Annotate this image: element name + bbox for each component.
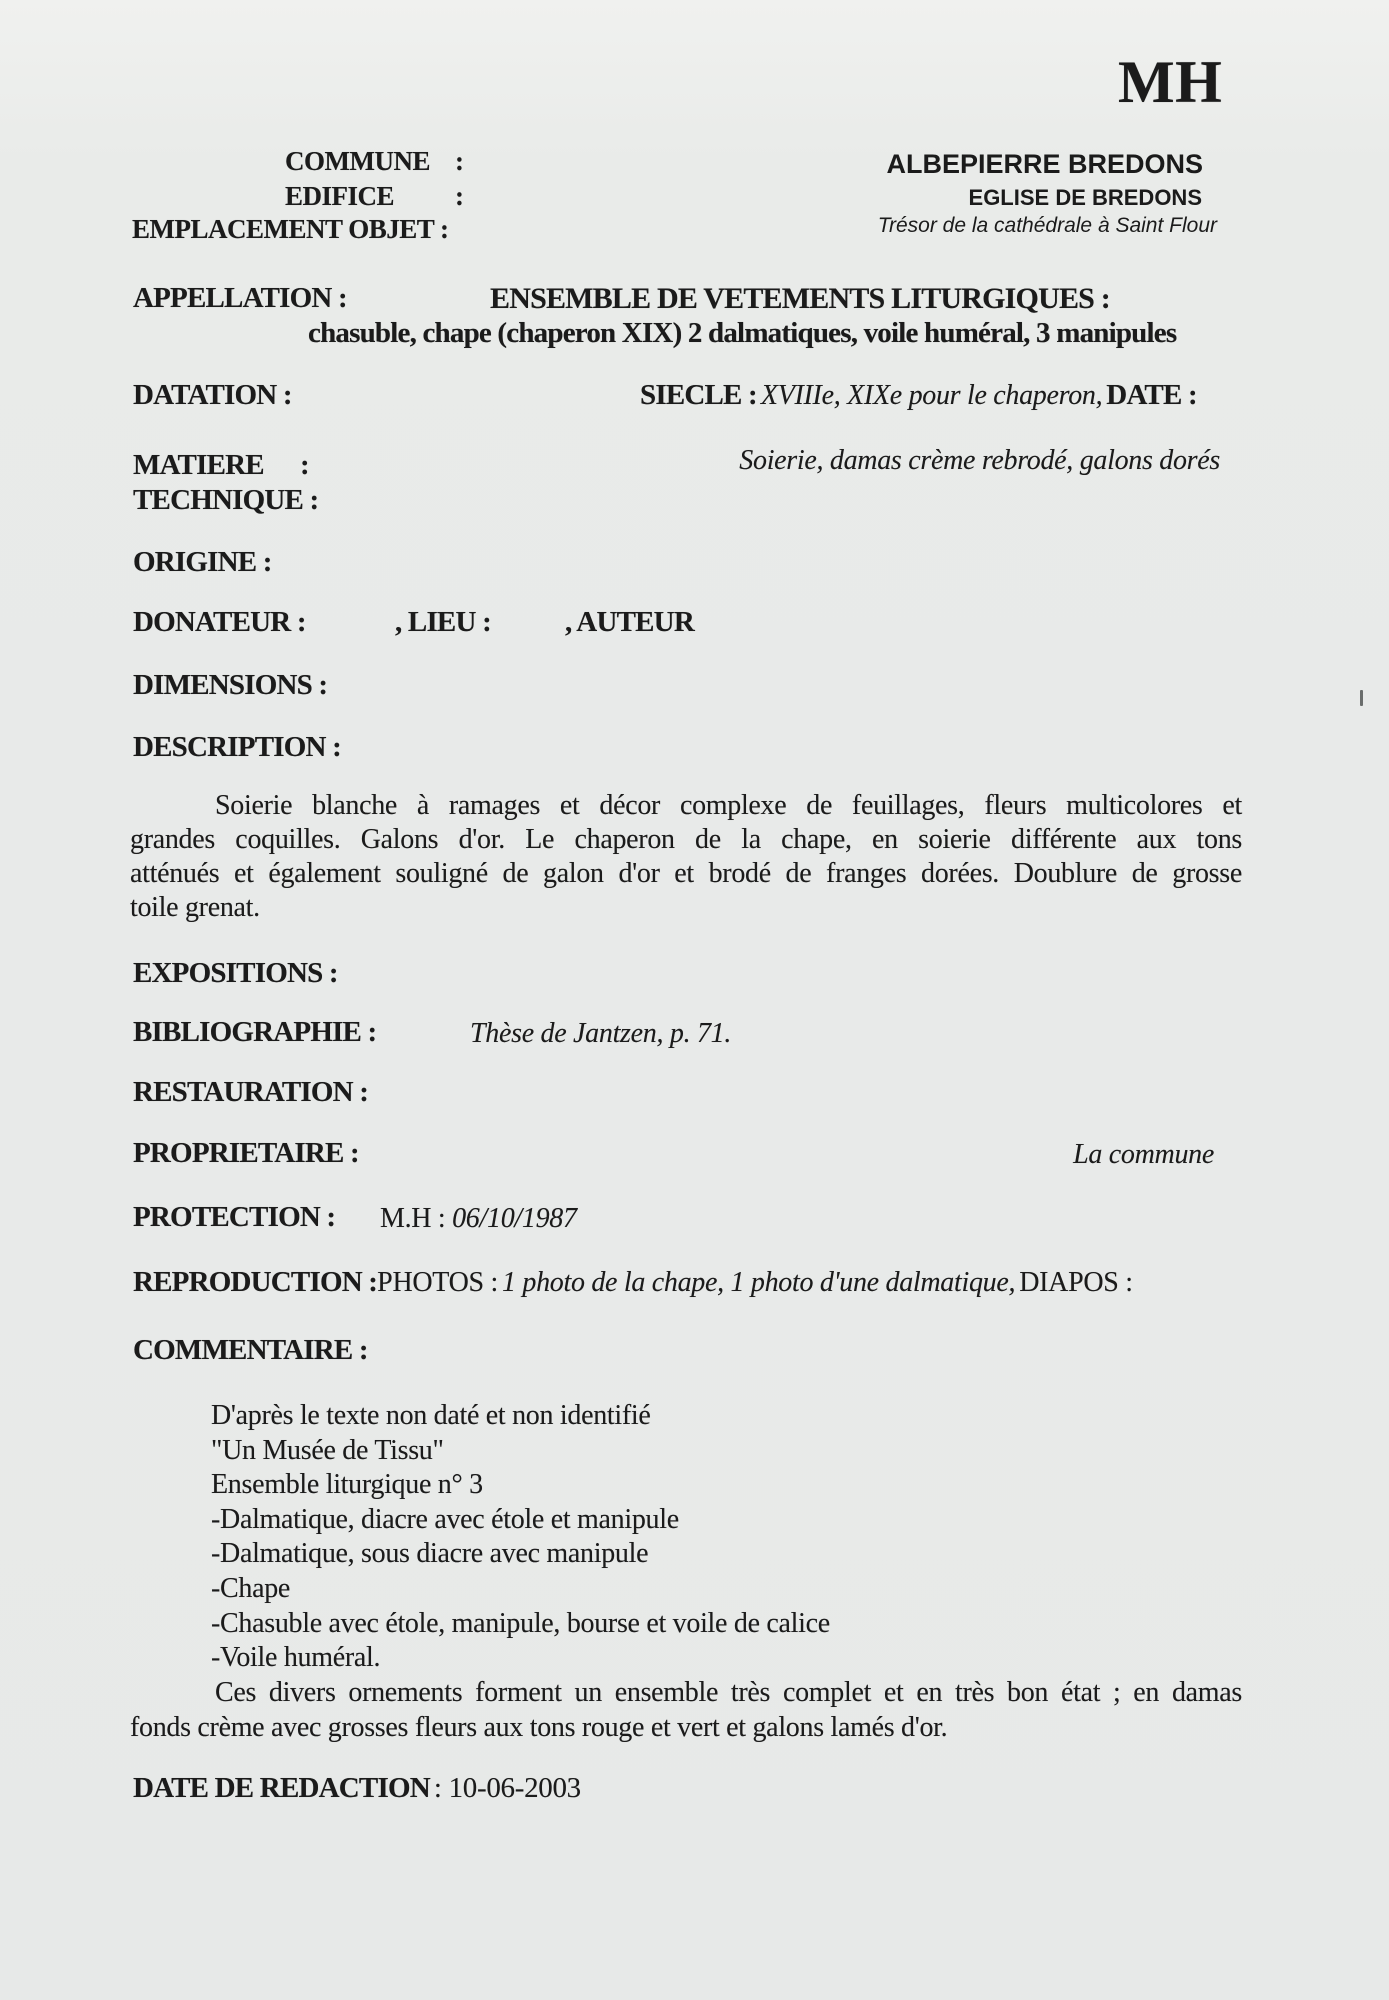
protection-label: PROTECTION :: [133, 1201, 336, 1233]
matiere-colon: :: [300, 449, 309, 481]
mh-stamp: MH: [1118, 49, 1223, 115]
scan-artifact: [1360, 690, 1363, 706]
dimensions-label: DIMENSIONS :: [133, 669, 328, 701]
commentaire-closing: [130, 1676, 1242, 1745]
description-line: Soierie blanche à ramages et décor complexe de feuillages, fleurs multicolores et: [215, 790, 1242, 821]
emplacement-value: Trésor de la cathédrale à Saint Flour: [877, 214, 1217, 237]
matiere-label: MATIERE: [133, 449, 264, 481]
appellation-label: APPELLATION :: [133, 282, 347, 314]
siecle-value: XVIIIe, XIXe pour le chaperon,: [760, 380, 1103, 411]
siecle-label: SIECLE :: [640, 379, 757, 411]
edifice-label: EDIFICE: [285, 181, 395, 211]
emplacement-label: EMPLACEMENT OBJET :: [132, 214, 449, 244]
appellation-title: ENSEMBLE DE VETEMENTS LITURGIQUES :: [490, 282, 1110, 315]
protection-mh: M.H :: [380, 1203, 446, 1234]
lieu-label: , LIEU :: [395, 606, 491, 638]
donateur-label: DONATEUR :: [133, 606, 306, 638]
commentaire-label: COMMENTAIRE :: [133, 1334, 368, 1366]
commentaire-closing-line: Ces divers ornements forment un ensemble très complet et en très bon état ; en damas: [215, 1677, 1242, 1708]
edifice-colon: :: [455, 181, 464, 211]
commentaire-line: -Chasuble avec étole, manipule, bourse et voile de calice: [211, 1607, 830, 1639]
commentaire-line: -Dalmatique, sous diacre avec manipule: [211, 1538, 649, 1570]
proprietaire-label: PROPRIETAIRE :: [133, 1137, 359, 1169]
matiere-value: Soierie, damas crème rebrodé, galons dorés: [739, 445, 1220, 476]
redaction-value: : 10-06-2003: [433, 1772, 581, 1804]
commentaire-line: -Dalmatique, diacre avec étole et manipule: [211, 1503, 679, 1535]
commentaire-line: D'après le texte non daté et non identifié: [211, 1400, 651, 1431]
expositions-label: EXPOSITIONS :: [133, 957, 338, 989]
redaction-label: DATE DE REDACTION: [133, 1772, 430, 1804]
commentaire-list: [211, 1399, 830, 1676]
commentaire-line: -Voile huméral.: [211, 1642, 381, 1674]
protection-date: 06/10/1987: [452, 1203, 577, 1234]
description-line: atténués et également souligné de galon d'or et brodé de franges dorées. Doublure de grosse: [130, 858, 1242, 889]
auteur-label: , AUTEUR: [565, 606, 694, 638]
edifice-value: EGLISE DE BREDONS: [968, 185, 1202, 210]
photos-label: PHOTOS :: [377, 1267, 498, 1298]
commentaire-line: Ensemble liturgique n° 3: [211, 1469, 483, 1501]
commentaire-closing-line: fonds crème avec grosses fleurs aux tons rouge et vert et galons lamés d'or.: [130, 1711, 948, 1743]
description-line: toile grenat.: [130, 892, 260, 923]
datation-label: DATATION :: [133, 379, 292, 411]
bibliographie-value: Thèse de Jantzen, p. 71.: [470, 1018, 732, 1049]
bibliographie-label: BIBLIOGRAPHIE :: [133, 1016, 377, 1048]
reproduction-label: REPRODUCTION :: [133, 1266, 378, 1298]
commentaire-line: -Chape: [211, 1572, 291, 1604]
technique-label: TECHNIQUE :: [133, 484, 319, 516]
commune-colon: :: [455, 146, 464, 176]
description-line: grandes coquilles. Galons d'or. Le chaperon de la chape, en soierie différente aux tons: [130, 824, 1242, 855]
commune-value: ALBEPIERRE BREDONS: [886, 149, 1203, 179]
commentaire-line: "Un Musée de Tissu": [211, 1434, 444, 1466]
description-paragraph: [130, 789, 1242, 925]
proprietaire-value: La commune: [1073, 1139, 1214, 1170]
origine-label: ORIGINE :: [133, 546, 272, 578]
appellation-subtitle: chasuble, chape (chaperon XIX) 2 dalmatiques, voile huméral, 3 manipules: [308, 317, 1177, 349]
commune-label: COMMUNE: [285, 146, 430, 176]
photos-value: 1 photo de la chape, 1 photo d'une dalmatique,: [501, 1267, 1016, 1298]
date-label: DATE :: [1106, 379, 1197, 411]
diapos-label: DIAPOS :: [1019, 1267, 1133, 1298]
description-label: DESCRIPTION :: [133, 731, 341, 763]
restauration-label: RESTAURATION :: [133, 1076, 369, 1108]
